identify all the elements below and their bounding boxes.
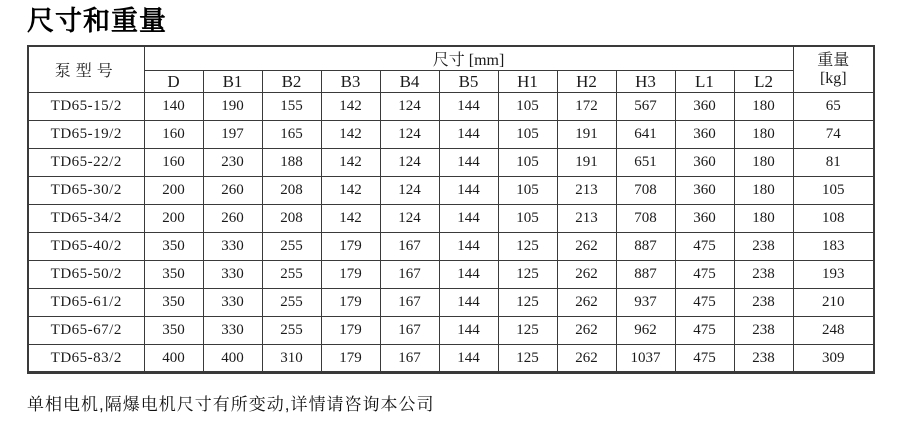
dim-cell-H1: 105 xyxy=(498,205,557,233)
dim-cell-L1: 475 xyxy=(675,289,734,317)
col-header-pump-model: 泵型号 xyxy=(28,46,144,93)
dim-cell-L2: 238 xyxy=(734,345,793,373)
weight-cell: 65 xyxy=(793,93,874,121)
dim-cell-H3: 641 xyxy=(616,121,675,149)
dim-cell-B3: 142 xyxy=(321,205,380,233)
col-header-B3: B3 xyxy=(321,71,380,93)
pump-model-cell: TD65-30/2 xyxy=(28,177,144,205)
pump-model-cell: TD65-22/2 xyxy=(28,149,144,177)
weight-cell: 210 xyxy=(793,289,874,317)
dim-cell-H2: 262 xyxy=(557,345,616,373)
dim-cell-L2: 180 xyxy=(734,149,793,177)
pump-model-cell: TD65-83/2 xyxy=(28,345,144,373)
dim-cell-H3: 1037 xyxy=(616,345,675,373)
dim-cell-H2: 262 xyxy=(557,317,616,345)
dim-cell-H1: 125 xyxy=(498,289,557,317)
dim-cell-B4: 167 xyxy=(380,289,439,317)
dim-cell-D: 350 xyxy=(144,317,203,345)
pump-model-cell: TD65-19/2 xyxy=(28,121,144,149)
pump-model-cell: TD65-15/2 xyxy=(28,93,144,121)
col-header-B5: B5 xyxy=(439,71,498,93)
dim-cell-B4: 124 xyxy=(380,205,439,233)
table-row xyxy=(28,261,874,289)
dim-cell-B4: 167 xyxy=(380,317,439,345)
dim-cell-L1: 475 xyxy=(675,261,734,289)
weight-cell: 81 xyxy=(793,149,874,177)
dim-cell-H2: 213 xyxy=(557,205,616,233)
table-row xyxy=(28,177,874,205)
dim-cell-B2: 255 xyxy=(262,289,321,317)
table-row xyxy=(28,317,874,345)
dim-cell-B1: 330 xyxy=(203,233,262,261)
dim-cell-H3: 567 xyxy=(616,93,675,121)
dim-cell-B2: 255 xyxy=(262,233,321,261)
dim-cell-B5: 144 xyxy=(439,149,498,177)
col-header-dimensions-group: 尺寸 [mm] xyxy=(144,46,793,71)
col-header-D: D xyxy=(144,71,203,93)
pump-model-cell: TD65-61/2 xyxy=(28,289,144,317)
col-header-B1: B1 xyxy=(203,71,262,93)
dim-cell-H2: 191 xyxy=(557,149,616,177)
dim-cell-H3: 708 xyxy=(616,205,675,233)
weight-cell: 248 xyxy=(793,317,874,345)
dim-cell-B3: 179 xyxy=(321,233,380,261)
dim-cell-H3: 708 xyxy=(616,177,675,205)
dim-cell-L1: 475 xyxy=(675,233,734,261)
table-row xyxy=(28,149,874,177)
dim-cell-L2: 238 xyxy=(734,289,793,317)
dim-cell-B4: 124 xyxy=(380,93,439,121)
dim-cell-B1: 260 xyxy=(203,205,262,233)
table-row xyxy=(28,205,874,233)
footnote: 单相电机,隔爆电机尺寸有所变动,详情请咨询本公司 xyxy=(27,395,435,415)
dim-cell-B3: 142 xyxy=(321,93,380,121)
dim-cell-B2: 255 xyxy=(262,317,321,345)
dim-cell-L2: 180 xyxy=(734,177,793,205)
dim-cell-H1: 105 xyxy=(498,149,557,177)
table-body xyxy=(28,93,874,373)
dim-cell-B3: 142 xyxy=(321,121,380,149)
dim-cell-H1: 105 xyxy=(498,93,557,121)
dim-cell-D: 160 xyxy=(144,121,203,149)
dim-cell-H2: 262 xyxy=(557,233,616,261)
dim-cell-D: 140 xyxy=(144,93,203,121)
dim-cell-L2: 180 xyxy=(734,205,793,233)
header-sub-row xyxy=(28,71,874,93)
dim-cell-D: 400 xyxy=(144,345,203,373)
dim-cell-B4: 124 xyxy=(380,121,439,149)
pump-model-cell: TD65-34/2 xyxy=(28,205,144,233)
dim-cell-B4: 167 xyxy=(380,261,439,289)
dim-cell-B2: 310 xyxy=(262,345,321,373)
dim-cell-B1: 190 xyxy=(203,93,262,121)
dim-cell-H2: 213 xyxy=(557,177,616,205)
table-row xyxy=(28,233,874,261)
dim-cell-D: 160 xyxy=(144,149,203,177)
table-row xyxy=(28,289,874,317)
dim-cell-L2: 238 xyxy=(734,317,793,345)
dim-cell-H2: 191 xyxy=(557,121,616,149)
dim-cell-L1: 360 xyxy=(675,121,734,149)
dim-cell-D: 350 xyxy=(144,289,203,317)
dim-cell-B2: 255 xyxy=(262,261,321,289)
dim-cell-B1: 400 xyxy=(203,345,262,373)
page-title: 尺寸和重量 xyxy=(27,6,167,36)
weight-cell: 105 xyxy=(793,177,874,205)
dim-cell-L2: 238 xyxy=(734,233,793,261)
col-header-L2: L2 xyxy=(734,71,793,93)
dim-cell-B1: 260 xyxy=(203,177,262,205)
col-header-weight xyxy=(793,46,874,93)
dim-cell-B3: 142 xyxy=(321,177,380,205)
dim-cell-L1: 360 xyxy=(675,93,734,121)
weight-cell: 108 xyxy=(793,205,874,233)
table-row xyxy=(28,93,874,121)
dim-cell-L2: 180 xyxy=(734,121,793,149)
col-header-L1: L1 xyxy=(675,71,734,93)
dim-cell-L1: 360 xyxy=(675,205,734,233)
dim-cell-B4: 167 xyxy=(380,345,439,373)
dim-cell-B5: 144 xyxy=(439,233,498,261)
dim-cell-H1: 125 xyxy=(498,233,557,261)
weight-header-label: 重量 xyxy=(817,52,850,70)
dim-cell-H3: 937 xyxy=(616,289,675,317)
dimensions-table xyxy=(27,45,875,374)
pump-model-cell: TD65-67/2 xyxy=(28,317,144,345)
dim-cell-L1: 360 xyxy=(675,149,734,177)
dim-cell-H1: 105 xyxy=(498,121,557,149)
weight-cell: 183 xyxy=(793,233,874,261)
dim-cell-B5: 144 xyxy=(439,121,498,149)
dim-cell-H1: 125 xyxy=(498,261,557,289)
dim-cell-B5: 144 xyxy=(439,261,498,289)
dim-cell-L1: 475 xyxy=(675,345,734,373)
dim-cell-B4: 124 xyxy=(380,177,439,205)
dim-cell-B3: 179 xyxy=(321,317,380,345)
col-header-H1: H1 xyxy=(498,71,557,93)
dim-cell-B5: 144 xyxy=(439,205,498,233)
dim-cell-B3: 179 xyxy=(321,261,380,289)
dim-cell-L2: 180 xyxy=(734,93,793,121)
dim-cell-H1: 125 xyxy=(498,345,557,373)
dim-cell-D: 200 xyxy=(144,205,203,233)
table-row xyxy=(28,345,874,373)
table-header xyxy=(28,46,874,93)
dim-cell-H2: 262 xyxy=(557,289,616,317)
weight-cell: 74 xyxy=(793,121,874,149)
dim-cell-H3: 651 xyxy=(616,149,675,177)
dim-cell-B1: 330 xyxy=(203,317,262,345)
weight-cell: 309 xyxy=(793,345,874,373)
dim-cell-L1: 475 xyxy=(675,317,734,345)
col-header-B2: B2 xyxy=(262,71,321,93)
dim-cell-L2: 238 xyxy=(734,261,793,289)
weight-cell: 193 xyxy=(793,261,874,289)
dim-cell-D: 350 xyxy=(144,233,203,261)
dim-cell-B5: 144 xyxy=(439,289,498,317)
dim-cell-B5: 144 xyxy=(439,345,498,373)
dim-cell-B3: 179 xyxy=(321,289,380,317)
dim-cell-B5: 144 xyxy=(439,93,498,121)
dim-cell-D: 200 xyxy=(144,177,203,205)
dim-cell-B1: 230 xyxy=(203,149,262,177)
dim-cell-H3: 887 xyxy=(616,261,675,289)
header-group-row xyxy=(28,46,874,71)
dim-cell-H3: 887 xyxy=(616,233,675,261)
dim-cell-B1: 330 xyxy=(203,289,262,317)
pump-model-cell: TD65-40/2 xyxy=(28,233,144,261)
dim-cell-B2: 188 xyxy=(262,149,321,177)
dim-cell-B2: 165 xyxy=(262,121,321,149)
dim-cell-H2: 262 xyxy=(557,261,616,289)
dim-cell-L1: 360 xyxy=(675,177,734,205)
dim-cell-B4: 167 xyxy=(380,233,439,261)
dim-cell-B1: 330 xyxy=(203,261,262,289)
dim-cell-H2: 172 xyxy=(557,93,616,121)
dim-cell-B1: 197 xyxy=(203,121,262,149)
dim-cell-B2: 208 xyxy=(262,177,321,205)
dim-cell-H1: 105 xyxy=(498,177,557,205)
col-header-H2: H2 xyxy=(557,71,616,93)
table-row xyxy=(28,121,874,149)
dim-cell-B2: 155 xyxy=(262,93,321,121)
dim-cell-B3: 142 xyxy=(321,149,380,177)
dim-cell-B3: 179 xyxy=(321,345,380,373)
dim-cell-B2: 208 xyxy=(262,205,321,233)
dim-cell-B5: 144 xyxy=(439,317,498,345)
dim-cell-H1: 125 xyxy=(498,317,557,345)
dim-cell-B5: 144 xyxy=(439,177,498,205)
dim-cell-H3: 962 xyxy=(616,317,675,345)
col-header-H3: H3 xyxy=(616,71,675,93)
weight-header-unit: [kg] xyxy=(819,69,847,87)
pump-model-cell: TD65-50/2 xyxy=(28,261,144,289)
col-header-B4: B4 xyxy=(380,71,439,93)
dim-cell-D: 350 xyxy=(144,261,203,289)
dim-cell-B4: 124 xyxy=(380,149,439,177)
